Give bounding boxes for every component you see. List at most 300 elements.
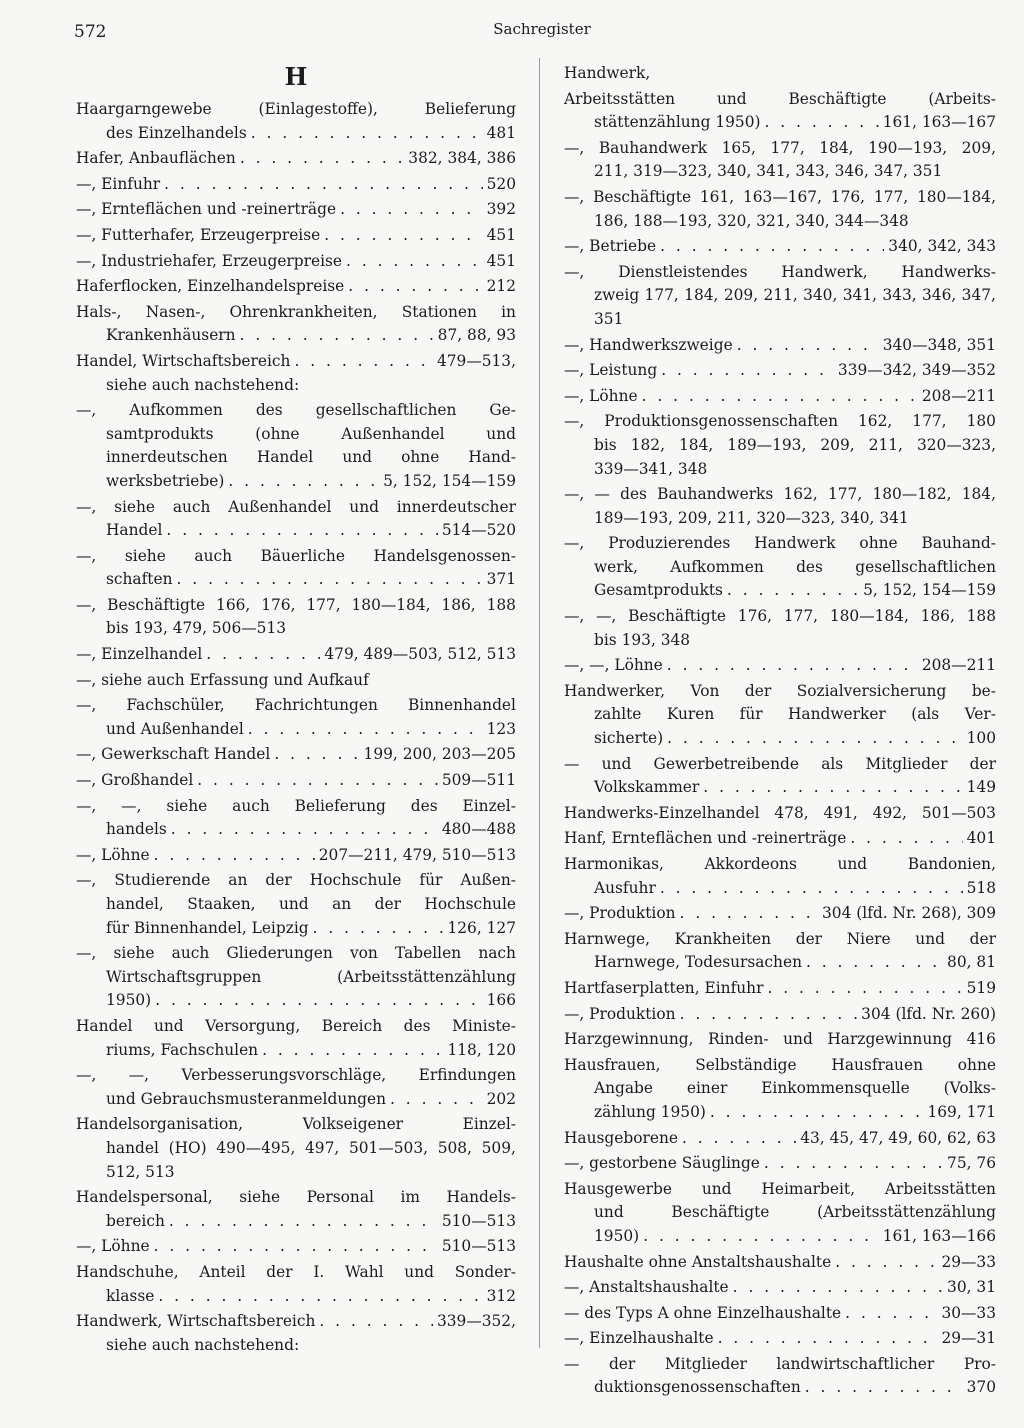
entry-line	[564, 853, 996, 877]
entry-word: 209,	[820, 435, 855, 454]
entry-word: (Arbeits-	[928, 89, 996, 108]
entry-text: Haferflocken, Einzelhandelspreise	[76, 277, 345, 296]
page-reference: 208—211	[921, 386, 996, 405]
entry-line	[564, 1127, 996, 1151]
index-entry	[76, 250, 516, 274]
entry-word: 163—167,	[742, 187, 822, 206]
entry-word: Heimarbeit,	[761, 1179, 855, 1198]
entry-word: Handel	[76, 1016, 133, 1035]
dot-leader	[680, 902, 818, 926]
entry-line	[76, 942, 516, 966]
entry-text: —, Ernteflächen und -reinerträge	[76, 200, 337, 219]
page-number: 572	[74, 22, 107, 42]
entry-word: 186,	[920, 607, 955, 626]
entry-word: —,	[76, 1066, 97, 1085]
index-entry	[76, 98, 516, 145]
entry-word: gesellschaftlichen	[315, 401, 457, 420]
index-entry	[564, 1028, 996, 1052]
entry-text: Haushalte ohne Anstaltshaushalte	[564, 1252, 832, 1271]
entry-line	[564, 1276, 996, 1300]
dot-leader	[154, 1235, 438, 1259]
entry-word: Mitglieder	[865, 754, 948, 773]
dot-leader	[169, 1210, 438, 1234]
page-reference: 87, 88, 93	[437, 326, 516, 345]
entry-word: innerdeutscher	[396, 497, 516, 516]
entry-word: Mitglieder	[664, 1354, 747, 1373]
entry-word: —,	[128, 1066, 150, 1085]
entry-line	[76, 374, 516, 398]
entry-word: be-	[971, 681, 996, 700]
index-entry	[564, 605, 996, 652]
entry-line	[564, 261, 996, 285]
dot-leader	[845, 1302, 937, 1326]
index-entry	[564, 802, 996, 826]
dot-leader	[682, 1127, 796, 1151]
entry-word: Pro-	[963, 1354, 996, 1373]
entry-line	[564, 802, 996, 826]
index-entry	[76, 350, 516, 397]
index-entry	[76, 545, 516, 592]
entry-word: samtprodukts	[106, 424, 214, 443]
entry-word: des	[255, 401, 283, 420]
entry-word: Volkseigener	[302, 1115, 404, 1134]
entry-word: —	[564, 754, 580, 773]
dot-leader	[262, 1039, 443, 1063]
entry-word: Gliederungen	[226, 944, 333, 963]
entry-word: 320—323,	[916, 435, 996, 454]
entry-line	[76, 844, 516, 868]
dot-leader	[767, 977, 962, 1001]
entry-word: (Einlagestoffe),	[258, 100, 378, 118]
page-reference: 75, 76	[947, 1154, 996, 1173]
entry-line	[76, 1210, 516, 1234]
index-entry	[76, 496, 516, 543]
entry-word: 497,	[305, 1138, 340, 1157]
entry-word: Einzel-	[462, 796, 516, 815]
entry-word: der	[969, 929, 996, 948]
index-entry	[564, 827, 996, 851]
entry-word: Rinden-	[708, 1030, 769, 1049]
entry-word: der	[266, 1262, 293, 1281]
entry-word: —	[564, 1354, 580, 1373]
entry-word: Verbesserungsvorschläge,	[181, 1066, 387, 1085]
entry-line	[564, 654, 996, 678]
entry-word: Bauhand-	[921, 534, 996, 553]
entry-line	[564, 1101, 996, 1125]
entry-word: —,	[564, 534, 585, 553]
entry-line	[76, 694, 516, 718]
entry-word: gesellschaftlichen	[855, 557, 996, 576]
entry-line	[564, 458, 996, 482]
entry-line	[564, 88, 996, 112]
entry-word: —,	[76, 595, 97, 614]
entry-line	[564, 137, 996, 161]
entry-line	[564, 877, 996, 901]
entry-line	[76, 966, 516, 990]
entry-text: schaften	[106, 570, 173, 589]
page-reference: 518	[966, 878, 996, 897]
entry-text: —, Löhne	[76, 1237, 150, 1256]
entry-word: Handwerk,	[781, 262, 868, 281]
entry-word: an	[332, 895, 352, 913]
entry-line	[76, 98, 516, 122]
dot-leader	[240, 147, 404, 171]
entry-word: 180	[966, 412, 996, 431]
entry-word: —,	[564, 607, 585, 626]
entry-word: 209,	[961, 138, 996, 157]
index-entry	[76, 694, 516, 741]
index-entry	[76, 643, 516, 667]
entry-word: 177,	[912, 412, 947, 431]
entry-word: Außenhandel	[341, 424, 445, 443]
index-entry	[564, 483, 996, 530]
entry-word: 347,	[961, 286, 996, 305]
entry-line	[76, 917, 516, 941]
page-reference: 208—211	[921, 656, 996, 675]
entry-word: 176,	[830, 187, 866, 206]
entry-word: und	[601, 754, 632, 773]
entry-line	[76, 1285, 516, 1309]
dot-leader	[727, 579, 859, 603]
entry-word: Harmonikas,	[564, 855, 664, 873]
entry-word: siehe	[113, 944, 155, 963]
entry-line	[564, 507, 996, 531]
entry-word: Hand-	[468, 448, 516, 467]
dot-leader	[346, 250, 483, 274]
entry-word: Staaken,	[187, 895, 256, 913]
entry-word: bis	[594, 435, 617, 454]
index-entry	[76, 147, 516, 171]
entry-text: werksbetriebe)	[106, 471, 225, 490]
entry-word: Bäuerliche	[260, 546, 345, 565]
entry-text: des Einzelhandels	[106, 123, 247, 142]
dot-leader	[154, 844, 315, 868]
entry-word: des	[403, 1016, 431, 1035]
entry-word: und	[701, 1179, 732, 1198]
index-entry	[76, 1064, 516, 1111]
index-entry	[564, 1054, 996, 1125]
entry-word: auch	[172, 497, 211, 516]
entry-line	[564, 1054, 996, 1078]
page-reference: 510—513	[441, 1237, 516, 1256]
entry-line	[76, 1161, 516, 1185]
entry-text: — des Typs A ohne Einzelhaushalte	[564, 1303, 842, 1322]
entry-word: und	[342, 448, 373, 467]
index-entry	[564, 385, 996, 409]
entry-word: Produktionsgenossenschaften	[604, 412, 839, 431]
entry-word: Fachrichtungen	[254, 696, 378, 715]
entry-word: Einzel-	[462, 1115, 516, 1134]
entry-word: 166,	[216, 595, 251, 614]
entry-word: 340,	[803, 286, 838, 305]
entry-word: Kuren	[666, 705, 715, 724]
entry-text: duktionsgenossenschaften	[594, 1378, 801, 1397]
page-reference: 169, 171	[927, 1102, 996, 1121]
entry-line	[564, 1201, 996, 1225]
dot-leader	[166, 519, 437, 543]
entry-word: und	[349, 497, 379, 516]
page-reference: 401	[966, 829, 996, 848]
entry-line	[564, 556, 996, 580]
entry-word: Hausfrauen,	[564, 1055, 661, 1074]
entry-word: —,	[121, 796, 142, 815]
page-reference: 509—511	[441, 771, 516, 790]
entry-line	[76, 122, 516, 146]
entry-word: 509,	[481, 1138, 516, 1157]
entry-word: —,	[76, 796, 97, 815]
entry-word: siehe	[124, 546, 166, 565]
entry-word: Harzgewinnung	[827, 1030, 953, 1049]
entry-word: Sonder-	[454, 1262, 516, 1281]
page-reference: 339—342, 349—352	[837, 361, 996, 380]
index-entry	[564, 532, 996, 603]
entry-word: Beschäftigte	[671, 1203, 770, 1222]
entry-word: —,	[564, 262, 585, 281]
page-reference: 166	[486, 991, 516, 1010]
entry-text: für Binnenhandel, Leipzig	[106, 918, 309, 937]
entry-line	[76, 1113, 516, 1137]
entry-text: —, gestorbene Säuglinge	[564, 1154, 760, 1173]
entry-line	[564, 385, 996, 409]
entry-text: —, Anstaltshaushalte	[564, 1278, 729, 1297]
index-entry	[76, 594, 516, 641]
index-entry	[564, 62, 996, 86]
entry-word: von	[349, 944, 378, 963]
left-column	[76, 62, 516, 1359]
entry-line	[76, 1015, 516, 1039]
entry-text: 186, 188—193, 320, 321, 340, 344—348	[594, 211, 909, 230]
dot-leader	[313, 917, 444, 941]
entry-word: Handwerks-Einzelhandel	[564, 803, 760, 822]
page-reference: 29—31	[941, 1329, 996, 1348]
entry-line	[76, 893, 516, 917]
entry-line	[76, 718, 516, 742]
entry-text: Volkskammer	[594, 778, 700, 797]
entry-line	[76, 173, 516, 197]
entry-word: und	[716, 89, 747, 108]
entry-word: Nasen-,	[145, 302, 206, 321]
entry-line	[564, 703, 996, 727]
index-entry	[564, 680, 996, 751]
entry-text: riums, Fachschulen	[106, 1040, 259, 1059]
index-entry	[564, 853, 996, 900]
index-entry	[76, 669, 516, 693]
page-reference: 451	[486, 225, 516, 244]
entry-word: (Volks-	[943, 1079, 996, 1098]
entry-word: —,	[76, 497, 97, 516]
index-entry	[76, 1235, 516, 1259]
entry-word: und	[486, 424, 516, 443]
entry-line	[76, 1261, 516, 1285]
entry-word: 188	[966, 607, 996, 626]
entry-word: 188	[486, 595, 516, 614]
entry-word: 177,	[783, 607, 819, 626]
index-entry	[76, 1310, 516, 1357]
entry-line	[564, 160, 996, 184]
entry-word: und	[915, 929, 945, 948]
dot-leader	[390, 1088, 483, 1112]
entry-line	[76, 519, 516, 543]
index-entry	[76, 224, 516, 248]
entry-word: Belieferung	[294, 796, 386, 815]
entry-word: Krankheiten	[674, 929, 772, 948]
page-reference: 126, 127	[447, 918, 516, 937]
section-letter: H	[284, 62, 308, 91]
entry-word: Niere	[846, 929, 891, 948]
entry-line	[564, 680, 996, 704]
page-reference: 207—211, 479, 510—513	[318, 845, 516, 864]
entry-word: 176,	[261, 595, 296, 614]
entry-line	[564, 235, 996, 259]
dot-leader	[228, 470, 379, 494]
entry-word: ohne	[401, 448, 440, 467]
dot-leader	[667, 727, 962, 751]
index-entry	[564, 410, 996, 481]
index-entry	[564, 928, 996, 975]
entry-line	[76, 224, 516, 248]
entry-text: 189—193, 209, 211, 320—323, 340, 341	[594, 508, 909, 527]
page-reference: 340—348, 351	[882, 335, 996, 354]
entry-word: Tabellen	[395, 944, 462, 963]
entry-line	[564, 1376, 996, 1400]
entry-line	[76, 1088, 516, 1112]
page-reference: 370	[966, 1378, 996, 1397]
dot-leader	[764, 1152, 943, 1176]
entry-line	[564, 629, 996, 653]
entry-text: —, Betriebe	[564, 237, 657, 256]
entry-line	[76, 989, 516, 1013]
entry-text: und Außenhandel	[106, 719, 244, 738]
entry-word: 184,	[679, 435, 714, 454]
dot-leader	[643, 1225, 879, 1249]
entry-word: an	[228, 871, 248, 890]
page-reference: 161, 163—166	[882, 1226, 996, 1245]
entry-line	[76, 496, 516, 520]
entry-word: und	[837, 855, 868, 873]
index-entry	[564, 88, 996, 135]
entry-line	[564, 951, 996, 975]
entry-word: Handels-	[446, 1188, 516, 1207]
page-reference: 123	[486, 719, 516, 738]
page-reference: 371	[486, 570, 516, 589]
entry-word: und	[404, 1262, 434, 1281]
dot-leader	[660, 877, 963, 901]
entry-word: 491,	[823, 803, 858, 822]
entry-line	[564, 1251, 996, 1275]
dot-leader	[835, 1251, 937, 1275]
entry-line	[76, 643, 516, 667]
entry-word: Wirtschaftsgruppen	[106, 967, 262, 986]
index-entry	[564, 1353, 996, 1400]
dot-leader	[765, 111, 879, 135]
entry-word: Akkordeons	[704, 855, 797, 873]
entry-word: 165,	[721, 138, 756, 157]
dot-leader	[274, 743, 359, 767]
entry-word: Beschäftigte	[593, 187, 692, 206]
page-reference: 481	[486, 123, 516, 142]
entry-text: —, —, Löhne	[564, 656, 663, 675]
entry-line	[564, 605, 996, 629]
entry-word: Angabe	[594, 1079, 654, 1098]
entry-text: —, Produktion	[564, 904, 676, 923]
entry-word: zweig	[594, 286, 640, 305]
entry-word: Sozialversicherung	[796, 681, 947, 700]
page-reference: 80, 81	[947, 953, 996, 972]
entry-word: 180—184,	[829, 607, 909, 626]
entry-word: Handwerker	[788, 705, 886, 724]
index-entry	[76, 844, 516, 868]
entry-word: (Arbeitsstättenzählung	[817, 1203, 996, 1222]
dot-leader	[806, 951, 943, 975]
entry-text: Hausgeborene	[564, 1128, 678, 1147]
page-reference: 340, 342, 343	[888, 237, 996, 256]
entry-text: siehe auch nachstehend:	[106, 375, 300, 394]
dot-leader	[733, 1276, 943, 1300]
index-entry	[564, 654, 996, 678]
index-entry	[564, 977, 996, 1001]
entry-line	[564, 334, 996, 358]
index-entry	[564, 261, 996, 332]
entry-word: 416	[966, 1030, 996, 1049]
right-column	[564, 62, 996, 1402]
index-entry	[76, 173, 516, 197]
entry-word: in	[501, 302, 516, 321]
page-reference: 29—33	[941, 1252, 996, 1271]
entry-word: Bauhandwerks	[657, 485, 774, 504]
dot-leader	[240, 324, 434, 348]
entry-word: Handwerk	[754, 534, 836, 553]
dot-leader	[850, 827, 962, 851]
entry-line	[76, 669, 516, 693]
index-entry	[564, 1302, 996, 1326]
entry-text: Handel	[106, 521, 163, 540]
entry-word: 346,	[922, 286, 957, 305]
entry-word: und	[278, 895, 309, 913]
entry-text: —, Industriehafer, Erzeugerpreise	[76, 251, 343, 270]
column-divider	[539, 58, 540, 1348]
entry-line	[564, 928, 996, 952]
entry-word: Außenhandel	[228, 497, 332, 516]
entry-line	[564, 1353, 996, 1377]
index-entry	[76, 301, 516, 348]
entry-word: Fachschüler,	[126, 696, 225, 715]
entry-text: 1950)	[106, 991, 152, 1010]
entry-line	[76, 1334, 516, 1358]
entry-line	[564, 1003, 996, 1027]
entry-word: auch	[194, 546, 233, 565]
entry-word: im	[400, 1188, 420, 1207]
entry-line	[564, 1302, 996, 1326]
entry-word: und	[594, 1203, 624, 1222]
dot-leader	[660, 235, 884, 259]
entry-word: 211,	[763, 286, 798, 305]
entry-text: klasse	[106, 1286, 155, 1305]
entry-line	[564, 434, 996, 458]
entry-word: der	[374, 895, 401, 913]
entry-line	[564, 410, 996, 434]
entry-word: —,	[564, 138, 585, 157]
entry-word: Beschäftigte	[628, 607, 727, 626]
page-reference: 118, 120	[447, 1040, 516, 1059]
entry-word: des	[620, 485, 647, 504]
entry-word: 478,	[774, 803, 809, 822]
entry-line	[564, 532, 996, 556]
entry-word: Harzgewinnung,	[564, 1030, 694, 1049]
entry-text: Hanf, Ernteflächen und -reinerträge	[564, 829, 847, 848]
entry-word: Haargarngewebe	[76, 100, 212, 118]
entry-line	[76, 1064, 516, 1088]
entry-word: 209,	[723, 286, 759, 305]
